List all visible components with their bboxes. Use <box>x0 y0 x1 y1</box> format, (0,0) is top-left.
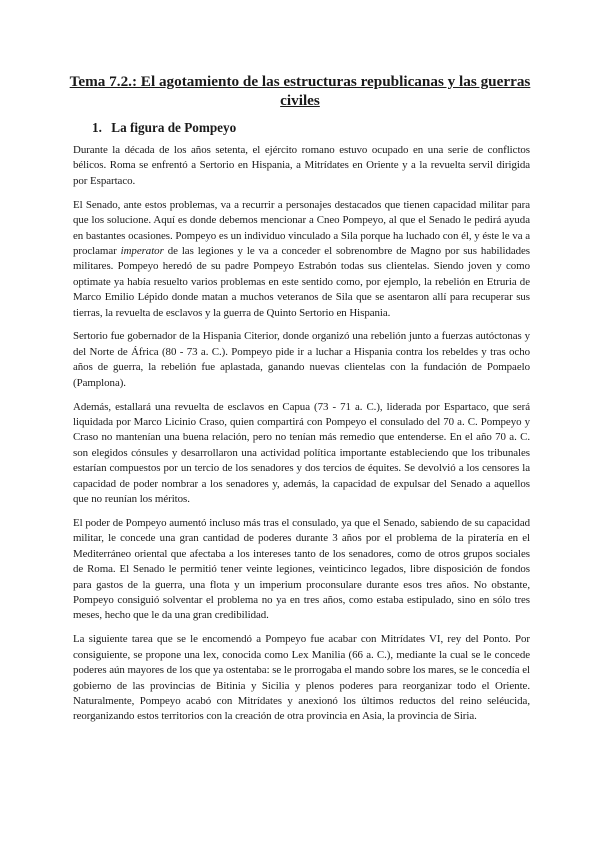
paragraph-6: La siguiente tarea que se le encomendó a Pompeyo fue acabar con Mitrídates VI, rey del Ponto. Por consiguiente, se propone una lex, conocida como Lex Manilia (66 a. C.), mediante la cual se le concede poderes aún mayores de los que ya ostentaba: se le prorrogaba el mando sobre los mares, se le concedía el gobierno de las provincias de Bitinia y Sicilia y plenos poderes para reorganizar todo el Oriente. Naturalmente, Pompeyo acabó con Mitrídates y anexionó los últimos reductos del reino seléucida, reorganizando estos territorios con la creación de otra provincia en Asia, la provincia de Siria. <box>73 633 530 723</box>
paragraph-2-italic-term: imperator <box>120 244 164 257</box>
paragraph-2-text-b: de las legiones y le va a conceder el sobrenombre de Magno por sus habilidades militares. Pompeyo heredó de su padre Pompeyo Estrabón todas sus clientelas. Siendo joven y como optimate ya había resuelto varios problemas en este sentido como, por ejemplo, la rebelión en Etruria de Marco Emilio Lépido donde matan a muchos veteranos de Sila que se asentaron allí para recuperar sus tierras, la revuelta de esclavos y la guerra de Quinto Sertorio en Hispania. <box>73 244 530 319</box>
document-body <box>73 143 530 733</box>
paragraph-2 <box>73 198 530 321</box>
section-heading <box>92 120 236 136</box>
paragraph-3: Sertorio fue gobernador de la Hispania Citerior, donde organizó una rebelión junto a fuerzas autóctonas y del Norte de África (80 - 73 a. C.). Pompeyo pide ir a luchar a Hispania contra los rebeldes y tras ocho años de guerra, la rebelión fue aplastada, ganando nuevas clientelas con la fundación de Pompaelo (Pamplona). <box>73 330 530 389</box>
section-number: 1. <box>92 120 102 135</box>
paragraph-2-text-a: El Senado, ante estos problemas, va a recurrir a personajes destacados que tienen capacidad militar para que los solucione. Aquí es donde debemos mencionar a Cneo Pompeyo, al que el Senado le pedirá ayuda en bastantes ocasiones. Pompeyo es un individuo vinculado a Sila porque ha luchado con él, y éste le va a proclamar <box>73 198 530 257</box>
document-title: Tema 7.2.: El agotamiento de las estructuras republicanas y las guerras civiles <box>69 73 531 109</box>
paragraph-4: Además, estallará una revuelta de esclavos en Capua (73 - 71 a. C.), liderada por Espartaco, que será liquidada por Marco Licinio Craso, quien compartirá con Pompeyo el consulado del 70 a. C. Pompeyo y Craso no mantenían una buena relación, pero no tenían más remedio que entenderse. En el año 70 a. C. son elegidos cónsules y desarrollaron una actividad política importante estableciendo que los tribunales estarían compuestos por un tercio de los senadores y dos tercios de équites. Se devolvió a los censores la capacidad de poder nombrar a los senadores y, además, la capacidad de expulsar del Senado a aquellos que no reunían los méritos. <box>73 400 530 506</box>
paragraph-5: El poder de Pompeyo aumentó incluso más tras el consulado, ya que el Senado, sabiendo de su capacidad militar, le concede una gran cantidad de poderes durante 3 años por el problema de la piratería en el Mediterráneo oriental que afectaba a los intereses tanto de los senadores, como de otros grupos sociales de Roma. El Senado le permitió tener veinte legiones, veinticinco legados, libre disposición de fondos para gastos de la guerra, una flota y un imperium proconsulare durante esos tres años. No obstante, Pompeyo consiguió solventar el problema no ya en tres años, como estaba estipulado, sino en sólo tres meses, hecho que le da una gran credibilidad. <box>73 516 530 622</box>
section-title: La figura de Pompeyo <box>111 120 237 135</box>
paragraph-1: Durante la década de los años setenta, el ejército romano estuvo ocupado en una serie de conflictos bélicos. Roma se enfrentó a Sertorio en Hispania, a Mitrídates en Oriente y a la revuelta servil dirigida por Espartaco. <box>73 144 530 187</box>
